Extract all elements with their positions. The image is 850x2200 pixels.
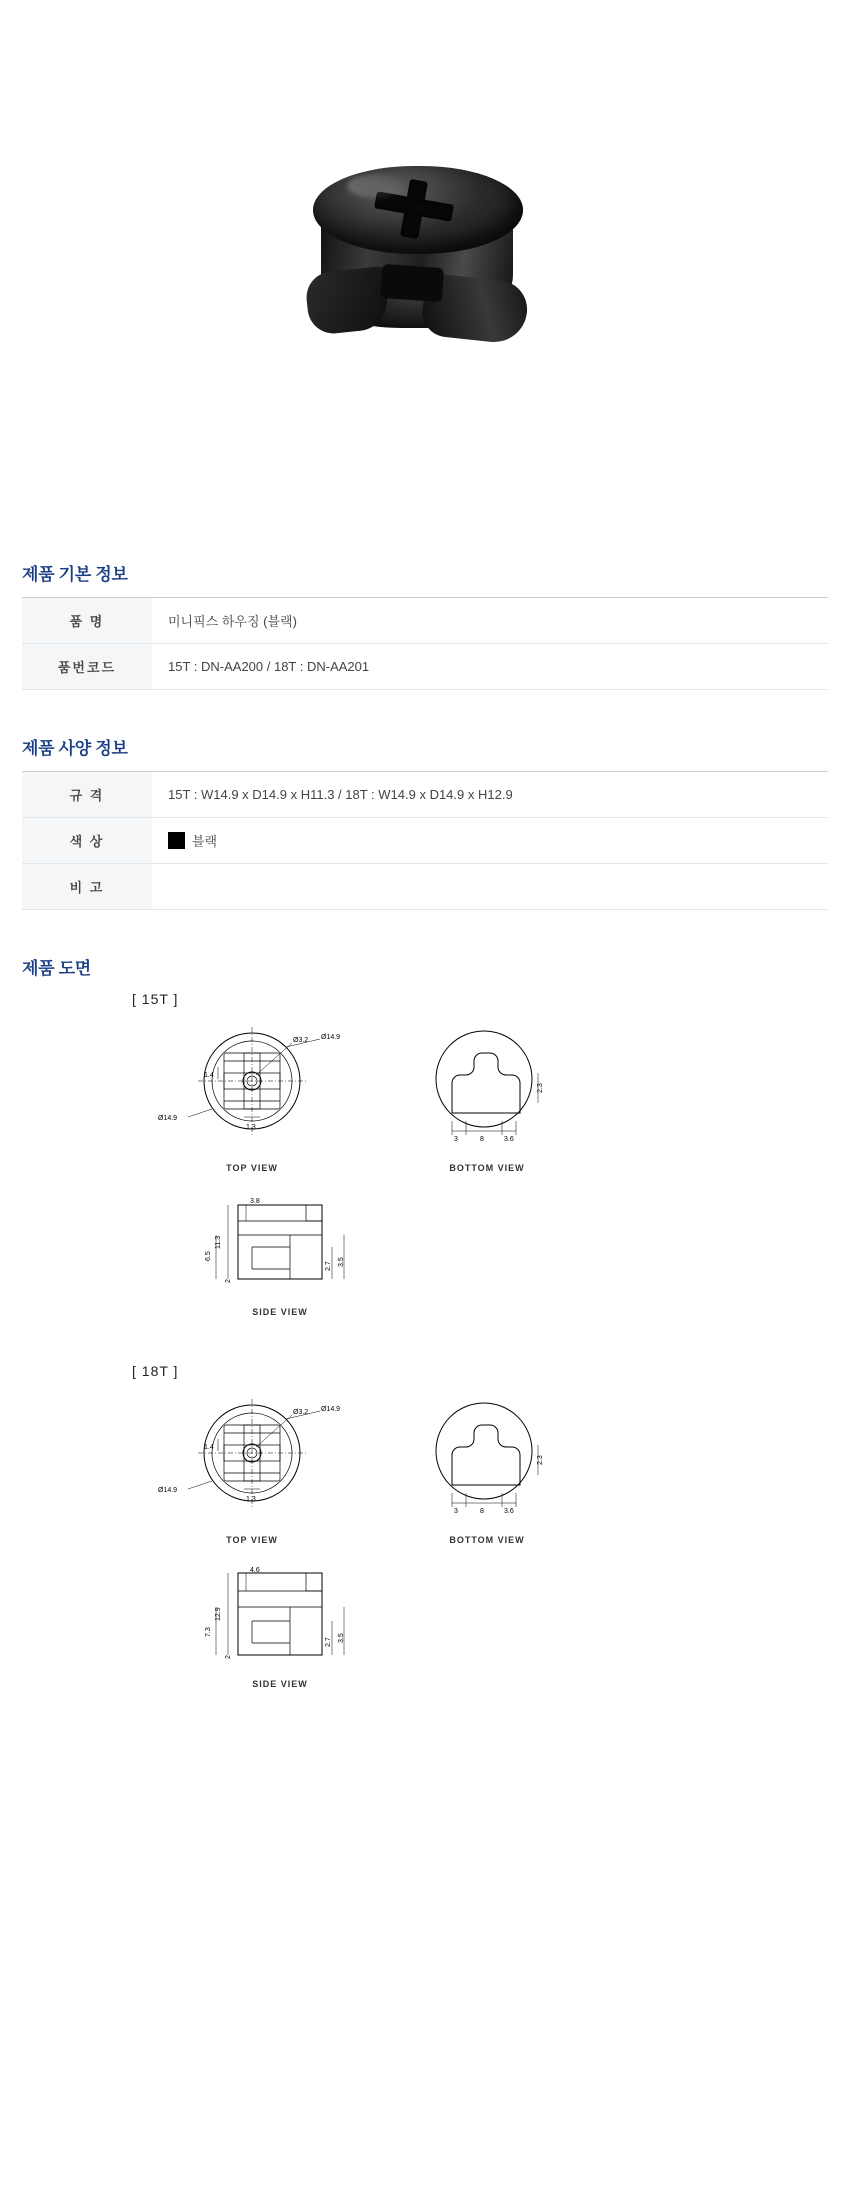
bottom-view-15t (392, 1017, 582, 1173)
drawing-group-label: [ 18T ] (132, 1363, 179, 1379)
svg-text:Ø14.9: Ø14.9 (158, 1487, 178, 1494)
svg-text:4.6: 4.6 (250, 1567, 260, 1574)
svg-text:1.3: 1.3 (246, 1496, 256, 1503)
spec-info-table (22, 771, 828, 910)
table-row (22, 644, 828, 690)
svg-text:Ø3.2: Ø3.2 (293, 1037, 309, 1044)
row-label: 비 고 (22, 864, 152, 910)
product-photo (0, 0, 850, 560)
svg-text:2.7: 2.7 (325, 1261, 332, 1271)
row-label: 규 격 (22, 772, 152, 818)
svg-text:7.3: 7.3 (205, 1627, 212, 1637)
drawing-title: 제품 도면 (22, 959, 91, 978)
table-row (22, 772, 828, 818)
table-row (22, 864, 828, 910)
svg-text:6.5: 6.5 (205, 1251, 212, 1261)
svg-text:8: 8 (480, 1136, 484, 1143)
color-swatch-icon (168, 832, 185, 849)
svg-text:1.4: 1.4 (204, 1444, 214, 1451)
drawing-section (0, 954, 850, 1689)
view-caption: SIDE VIEW (252, 1307, 308, 1317)
table-row (22, 598, 828, 644)
svg-text:2: 2 (225, 1655, 232, 1659)
svg-text:1.4: 1.4 (204, 1072, 214, 1079)
svg-text:2.3: 2.3 (537, 1455, 544, 1465)
row-value: 미니픽스 하우징 (블랙) (168, 614, 297, 629)
svg-text:11.3: 11.3 (215, 1235, 222, 1249)
view-caption: SIDE VIEW (252, 1679, 308, 1689)
row-label: 품번코드 (22, 644, 152, 690)
side-view-18t (180, 1563, 380, 1689)
drawing-group-15t (22, 991, 850, 1317)
row-value: 15T : DN-AA200 / 18T : DN-AA201 (168, 659, 370, 674)
row-label: 색 상 (22, 818, 152, 864)
drawing-group-18t (22, 1363, 850, 1689)
row-value: 15T : W14.9 x D14.9 x H11.3 / 18T : W14.9 x D14.9 x H12.9 (168, 787, 513, 802)
drawing-group-label: [ 15T ] (132, 991, 179, 1007)
view-caption: TOP VIEW (226, 1535, 278, 1545)
row-value-color (152, 818, 828, 864)
spec-info-title: 제품 사양 정보 (22, 739, 128, 758)
svg-text:1.3: 1.3 (246, 1124, 256, 1131)
row-label: 품 명 (22, 598, 152, 644)
svg-text:2.3: 2.3 (537, 1083, 544, 1093)
svg-text:8: 8 (480, 1508, 484, 1515)
svg-text:3: 3 (454, 1136, 458, 1143)
svg-text:3.8: 3.8 (250, 1198, 260, 1205)
svg-text:3.5: 3.5 (338, 1257, 345, 1267)
basic-info-section (0, 560, 850, 690)
svg-text:3.5: 3.5 (338, 1633, 345, 1643)
svg-text:3.6: 3.6 (504, 1508, 514, 1515)
basic-info-table (22, 597, 828, 690)
row-value (152, 864, 828, 910)
view-caption: BOTTOM VIEW (449, 1535, 525, 1545)
svg-text:Ø3.2: Ø3.2 (293, 1409, 309, 1416)
color-name: 블랙 (192, 834, 218, 849)
svg-text:Ø14.9: Ø14.9 (158, 1115, 178, 1122)
top-view-18t (152, 1389, 352, 1545)
top-view-15t (152, 1017, 352, 1173)
side-view-15t (180, 1191, 380, 1317)
svg-text:2.7: 2.7 (325, 1637, 332, 1647)
svg-text:3: 3 (454, 1508, 458, 1515)
basic-info-title: 제품 기본 정보 (22, 565, 128, 584)
svg-text:12.9: 12.9 (215, 1607, 222, 1621)
bottom-view-18t (392, 1389, 582, 1545)
svg-text:Ø14.9: Ø14.9 (321, 1034, 341, 1041)
view-caption: TOP VIEW (226, 1163, 278, 1173)
table-row (22, 818, 828, 864)
housing-illustration (295, 150, 555, 410)
svg-text:3.6: 3.6 (504, 1136, 514, 1143)
svg-text:Ø14.9: Ø14.9 (321, 1406, 341, 1413)
spec-info-section (0, 734, 850, 910)
view-caption: BOTTOM VIEW (449, 1163, 525, 1173)
svg-text:2: 2 (225, 1279, 232, 1283)
